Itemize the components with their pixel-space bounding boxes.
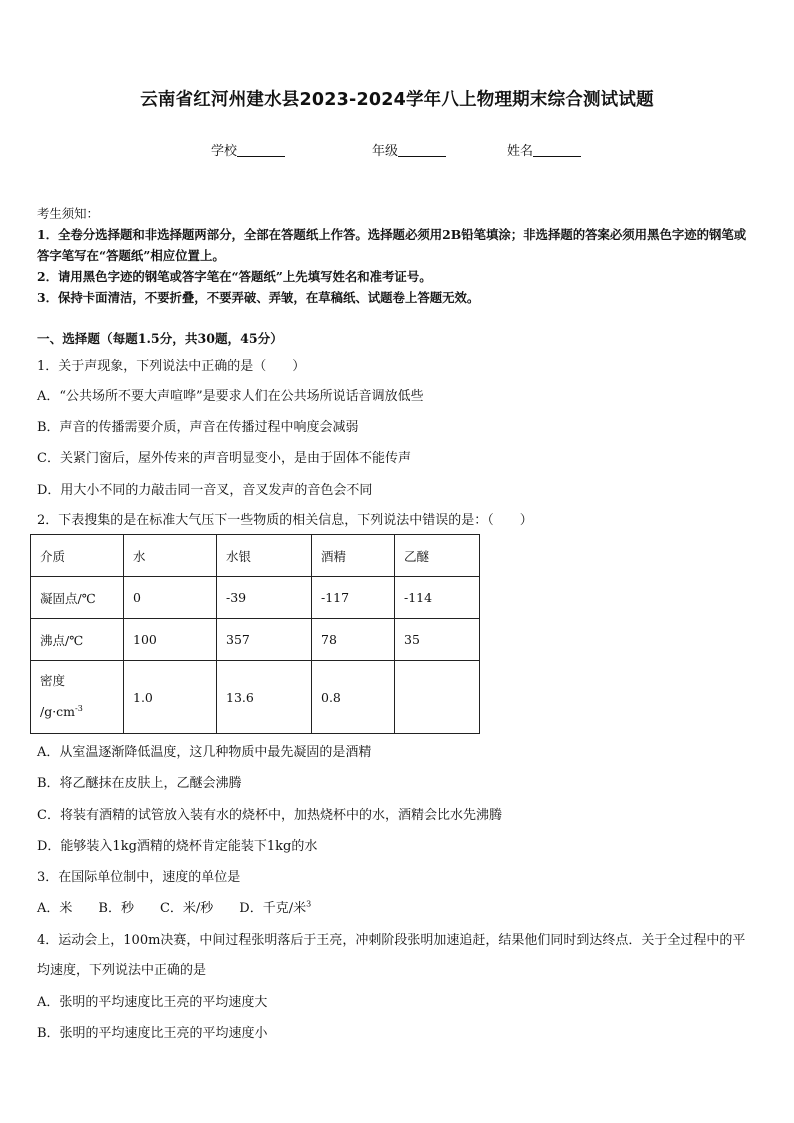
density-label-cell xyxy=(31,661,124,734)
q4-option-a: A．张明的平均速度比王亮的平均速度大 xyxy=(37,995,268,1010)
q1-option-b: B．声音的传播需要介质，声音在传播过程中响度会减弱 xyxy=(37,420,359,435)
q4-option-b: B．张明的平均速度比王亮的平均速度小 xyxy=(37,1026,268,1041)
instruction-item: 2．请用黑色字迹的钢笔或答字笔在“答题纸”上先填写姓名和准考证号。 xyxy=(37,269,432,284)
instruction-item: 3．保持卡面清洁，不要折叠，不要弄破、弄皱，在草稿纸、试题卷上答题无效。 xyxy=(37,290,480,305)
q1-option-a: A．“公共场所不要大声喧哗”是要求人们在公共场所说话音调放低些 xyxy=(37,389,424,404)
instructions-heading: 考生须知： xyxy=(37,206,99,221)
table-cell: -39 xyxy=(217,577,312,619)
table-cell: 100 xyxy=(124,619,217,661)
q1-option-c: C．关紧门窗后，屋外传来的声音明显变小，是由于固体不能传声 xyxy=(37,451,411,466)
table-cell: 0.8 xyxy=(312,661,395,734)
name-blank xyxy=(533,143,581,157)
q3-option-a: A．米 xyxy=(37,901,73,916)
name-label: 姓名 xyxy=(507,144,534,159)
table-cell: 乙醚 xyxy=(395,535,480,577)
table-cell: 357 xyxy=(217,619,312,661)
table-cell: 78 xyxy=(312,619,395,661)
table-cell: -117 xyxy=(312,577,395,619)
table-cell: 沸点/℃ xyxy=(31,619,124,661)
table-cell: 凝固点/℃ xyxy=(31,577,124,619)
grade-blank xyxy=(398,143,446,157)
table-cell: 13.6 xyxy=(217,661,312,734)
q3-option-d-exponent: 3 xyxy=(306,899,312,909)
name-field xyxy=(507,140,581,159)
q3-stem: 3．在国际单位制中，速度的单位是 xyxy=(37,870,241,885)
school-field xyxy=(211,140,285,159)
q2-option-a: A．从室温逐渐降低温度，这几种物质中最先凝固的是酒精 xyxy=(37,745,372,760)
table-cell: 酒精 xyxy=(312,535,395,577)
density-label-line2 xyxy=(40,695,123,726)
table-row xyxy=(31,661,480,734)
table-cell xyxy=(395,661,480,734)
instruction-item: 1．全卷分选择题和非选择题两部分，全部在答题纸上作答。选择题必须用2B铅笔填涂；非选择题的答案必须用黑色字迹的钢笔或答字笔写在“答题纸”相应位置上。 xyxy=(37,227,747,263)
school-label: 学校 xyxy=(211,144,238,159)
exam-title: 云南省红河州建水县2023-2024学年八上物理期末综合测试试题 xyxy=(140,90,654,110)
grade-field xyxy=(372,140,446,159)
table-row xyxy=(31,577,480,619)
density-unit: /g·cm xyxy=(40,704,76,720)
table-cell: 35 xyxy=(395,619,480,661)
q1-option-d: D．用大小不同的力敲击同一音叉，音叉发声的音色会不同 xyxy=(37,483,373,498)
q2-option-b: B．将乙醚抹在皮肤上，乙醚会沸腾 xyxy=(37,776,242,791)
q3-option-b: B．秒 xyxy=(98,901,134,916)
section-heading: 一、选择题（每题1.5分，共30题，45分） xyxy=(37,331,283,346)
table-row xyxy=(31,619,480,661)
table-header-row xyxy=(31,535,480,577)
table-cell: 介质 xyxy=(31,535,124,577)
density-label-line1: 密度 xyxy=(40,673,66,689)
q2-stem: 2．下表搜集的是在标准大气压下一些物质的相关信息，下列说法中错误的是：（ ） xyxy=(37,513,533,528)
q3-option-d: D．千克/米 xyxy=(239,901,307,916)
grade-label: 年级 xyxy=(372,144,399,159)
q2-option-d: D．能够装入1kg酒精的烧杯肯定能装下1kg的水 xyxy=(37,839,318,854)
q1-stem: 1．关于声现象，下列说法中正确的是（ ） xyxy=(37,359,306,374)
q3-options xyxy=(37,897,311,916)
q2-option-c: C．将装有酒精的试管放入装有水的烧杯中，加热烧杯中的水，酒精会比水先沸腾 xyxy=(37,808,502,823)
table-cell: -114 xyxy=(395,577,480,619)
school-blank xyxy=(237,143,285,157)
properties-table xyxy=(30,534,480,734)
table-cell: 水 xyxy=(124,535,217,577)
density-unit-exponent: -3 xyxy=(75,704,83,714)
table-cell: 0 xyxy=(124,577,217,619)
exam-instructions xyxy=(37,203,757,308)
q3-option-c: C．米/秒 xyxy=(159,901,214,916)
table-cell: 1.0 xyxy=(124,661,217,734)
table-cell: 水银 xyxy=(217,535,312,577)
q4-stem: 4．运动会上，100m决赛，中间过程张明落后于王亮，冲刺阶段张明加速追赶，结果他们同时到达终点．关于全过程中的平均速度，下列说法中正确的是 xyxy=(37,933,746,978)
